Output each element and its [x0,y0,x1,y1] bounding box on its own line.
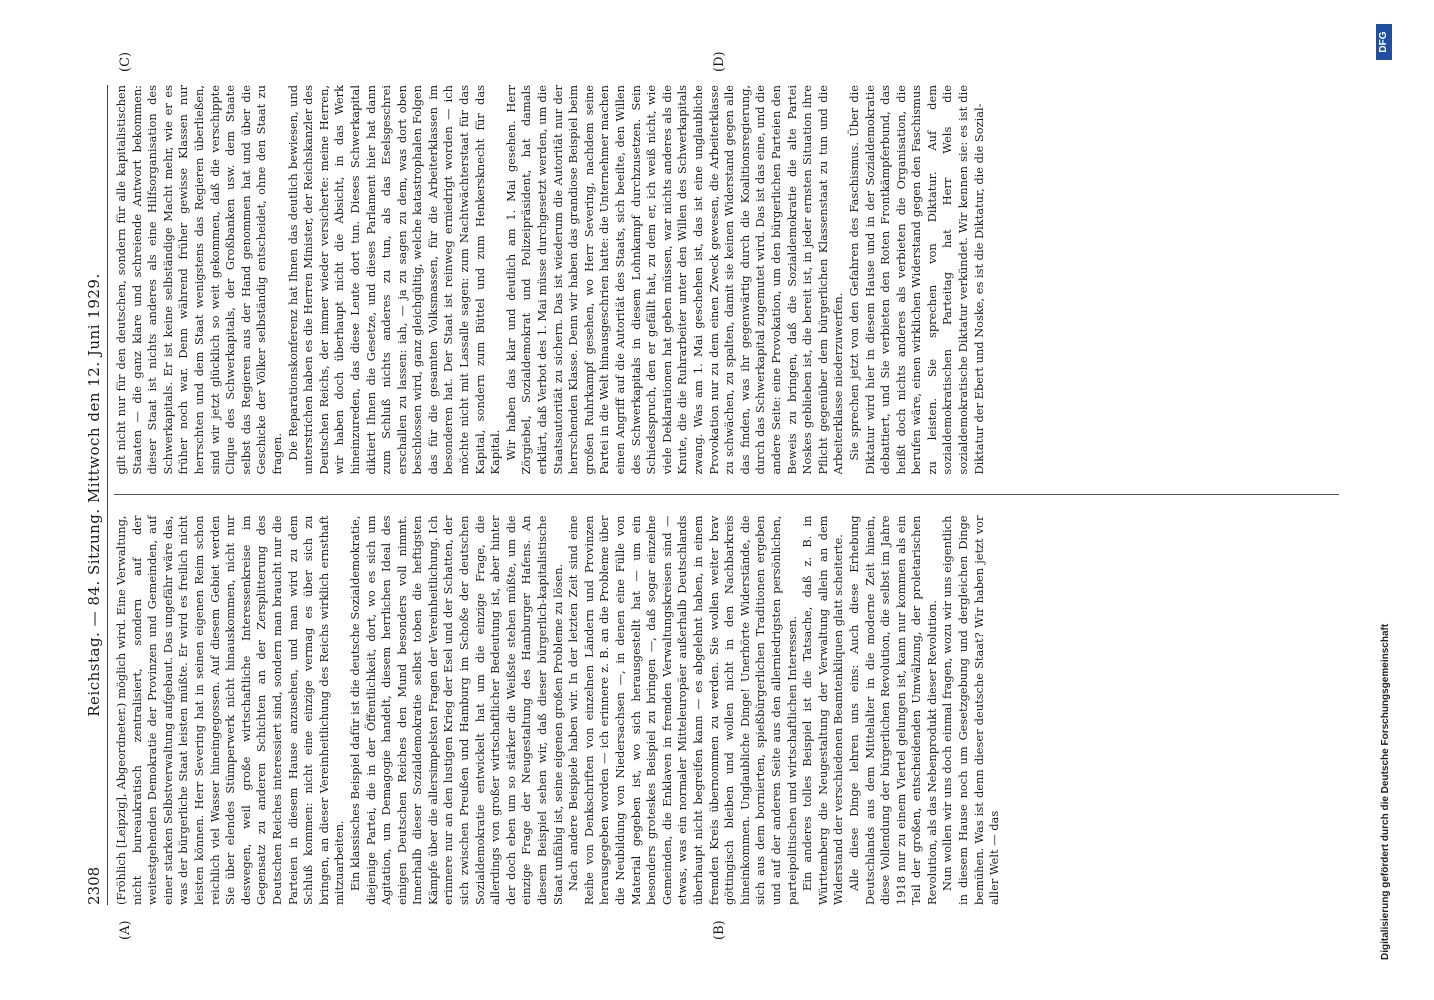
paragraph: Die Reparationskonferenz hat Ihnen das deutlich bewiesen, und unterstrichen haben es die Herren Minister, der Reichskanzler des Deutschen Reichs, der immer wieder versicherte: meine Herren, wir haben doch überhaupt nicht die Absicht, in das Werk hineinzureden, das diese Leute dort tun. Dieses Schwerkapital diktiert Ihnen die Gesetze, und dieses Parlament hier hat dann zum Schluß nichts anderes zu tun, als das Eselsgeschrei erschallen zu lassen: iah, — ja zu sagen zu dem, was dort oben beschlossen wird, ganz gleichgültig, welche katastrophalen Folgen das für die gesamten Volksmassen, für die Arbeiterklassen im besonderen hat. Der Staat ist reinweg erniedrigt worden — ich möchte nicht mit Lassalle sagen: zum Nachtwächterstaat für das Kapital, sondern zum Büttel und zum Henkersknecht für das Kapital. [285,85,503,475]
paragraph: Wir haben das klar und deutlich am 1. Mai gesehen. Herr Zörgiebel, Sozialdemokrat und Polizeipräsident, hat damals erklärt, daß Verbot des 1. Mai müsse durchgesetzt werden, um die Staatsautorität zu sichern. Das ist wiederum die Autorität nur der herrschenden Klasse. Denn wir haben das grandiose Beispiel beim großen Ruhrkampf gesehen, wo Herr Severing, nachdem seine Partei in die Welt hinausgeschrien hatte: die Unternehmer machen einen Angriff auf die Autorität des Staats, sich beeilte, den Willen des Schwerkapitals in diesem Lohnkampf durchzusetzen. Sein Schiedsspruch, den er gefällt hat, zu dem er, ich weiß nicht, wie viele Deklarationen hat geben müssen, war nichts anderes als die Knute, die die Ruhrarbeiter unter den Willen des Schwerkapitals zwang. Was am 1. Mai geschehen ist, das ist eine unglaubliche Provokation nur zu dem einen Zweck gewesen, die Arbeiterklasse zu schwächen, zu spalten, damit sie keinen Widerstand gegen alle das finden, was ihr gegenwärtig durch die Koalitionsregierung, durch das Schwerkapital zugemutet wird. Das ist das eine, und die andere Seite: eine Provokation, um den bürgerlichen Parteien den Beweis zu bringen, daß die Sozialdemokratie die alte Partei Noskes geblieben ist, die bereit ist, in jeder ernsten Situation ihre Pflicht gegenüber dem bürgerlichen Klassenstaat zu tun und die Arbeiterklasse niederzuwerfen. [503,85,846,475]
paragraph: (Fröhlich [Leipzig], Abgeordneter.) möglich wird. Eine Verwaltung, nicht bureaukratisch zentralisiert, sondern auf der weitestgehenden Demokratie der Provinzen und Gemeinden, auf einer starken Selbstverwaltung aufgebaut. Das ungefähr wäre das, was der bürgerliche Staat leisten müßte. Er wird es freilich nicht leisten können. Herr Severing hat in seinen eigenen Reim schon reichlich viel Wasser hineingegossen. Auf diesem Gebiet werden Sie über elendes Stümperwerk nicht hinauskommen, nicht nur deswegen, weil große wirtschaftliche Interessenkreise im Gegensatz zu anderen Schichten an der Zersplitterung des Deutschen Reiches interessiert sind, sondern man braucht nur die Parteien in diesem Hause anzusehen, und man wird zu dem Schluß kommen: nicht eine einzige vermag es über sich zu bringen, an dieser Vereinheitlichung des Reichs wirklich ernsthaft mitzuarbeiten. [114,515,347,905]
margin-marker-a: (A) [118,920,133,940]
paragraph: Ein klassisches Beispiel dafür ist die deutsche Sozialdemokratie, diejenige Partei, die in der Öffentlichkeit, dort, wo es sich um Agitation, um Demagogie handelt, diesem herrlichen Ideal des einigen Deutschen Reiches den Mund besonders voll nimmt. Innerhalb dieser Sozialdemokratie selbst toben die heftigsten Kämpfe über die allersimpelsten Fragen der Vereinheitlichung. Ich erinnere nur an den lustigen Krieg der Esel und der Schatten, der sich zwischen Preußen und Hamburg im Schoße der deutschen Sozialdemokratie entwickelt hat um die einzige Frage, die allerdings von großer wirtschaftlicher Bedeutung ist, aber hinter der doch eben um so stärker die Weißste stehen müßte, um die einzige Frage der Neugestaltung des Hamburger Hafens. An diesem Beispiel sehen wir, daß dieser bürgerlich-kapitalistische Staat unfähig ist, seine eigenen großen Probleme zu lösen. [347,515,565,905]
margin-marker-d: (D) [712,51,727,72]
paragraph: gilt nicht nur für den deutschen, sondern für alle kapitalistischen Staaten — die ganz klare und schreiende Antwort bekommen: dieser Staat ist nichts anderes als eine Hilfsorganisation des Schwerkapitals. Er ist keine selbständige Macht mehr, wie er es früher noch war. Denn während früher gewisse Klassen nur herrschten und dem Staat wenigstens das Regieren überließen, sind wir jetzt glücklich so weit gekommen, daß die verschippte Clique des Schwerkapitals, der Großbanken usw. dem Staate selbst das Regieren aus der Hand genommen hat und über die Geschicke der Völker selbständig entscheidet, ohne den Staat zu fragen. [114,85,284,475]
dfg-logo: DFG [1376,24,1392,60]
paragraph: Nach andere Beispiele haben wir. In der letzten Zeit sind eine Reihe von Denkschriften von einzelnen Ländern und Provinzen herausgegeben worden — ich erinnere z. B. an die Probleme über die Neubildung von Niedersachsen —, in denen eine Fülle von Material gegeben ist, wo sich herausgestellt hat — um ein besonders groteskes Beispiel zu bringen —, daß sogar einzelne Gemeinden, die Enklaven in fremden Verwaltungskreisen sind — etwas, was ein normaler Mitteleuropäer außerhalb Deutschlands überhaupt nicht begreifen kann — es abgelehnt haben, in einem fremden Kreis übernommen zu werden. Sie wollen weiter brav göttingisch bleiben und wollen nicht in den Nachbarkreis hineinkommen. Unglaubliche Dinge! Unerhörte Widerstände, die sich aus dem bornierten, spießbürgerlichen Traditionen ergeben und auf der anderen Seite aus den allerniedrigsten persönlichen, parteipolitischen und wirtschaftlichen Interessen. [566,515,799,905]
paragraph: Sie sprechen jetzt von den Gefahren des Faschismus. Über die Diktatur wird hier in diesem Hause und in der Sozialdemokratie debattiert, und Sie verbieten den Roten Frontkämpferbund, das heißt doch nichts anderes als verbieten die Organisation, die berufen wäre, einen wirklichen Widerstand gegen den Faschismus zu leisten. Sie sprechen von Diktatur. Auf dem sozialdemokratischen Parteitag hat Herr Wels die sozialdemokratische Diktatur verkündet. Wir kennen sie: es ist die Diktatur der Ebert und Noske, es ist die Diktatur, die die Sozial- [846,85,986,475]
paragraph: Ein anderes tolles Beispiel ist die Tatsache, daß z. B. in Württemberg die Neugestaltung der Verwaltung allein an dem Widerstand der verschiedenen Beamtenkliquen glatt scheiterte. [800,515,846,905]
digitization-credit: Digitalisierung gefördert durch die Deutsche Forschungsgemeinschaft [1380,623,1391,960]
page-header [85,85,108,905]
text-columns [114,85,1339,905]
left-column [114,516,1339,906]
margin-marker-c: (C) [118,51,133,72]
page-number: 2308 [85,866,103,905]
right-column [114,85,1339,475]
digitization-sidebar [1370,31,1410,960]
running-title: Reichstag. — 84. Sitzung. Mittwoch den 12. Juni 1929. [85,273,103,717]
page-content [85,85,1339,905]
margin-marker-b: (B) [712,920,727,940]
paragraph: Alle diese Dinge lehren uns eins: Auch diese Erhebung Deutschlands aus dem Mittelalter in die moderne Zeit hinein, diese Vollendung der bürgerlichen Revolution, die selbst im Jahre 1918 nur zu einem Viertel gelungen ist, kann nur kommen als ein Teil der großen, entscheidenden Umwälzung, der proletarischen Revolution, als das Nebenprodukt dieser Revolution. [846,515,939,905]
paragraph: Nun wollen wir uns doch einmal fragen, wozu wir uns eigentlich in diesem Hause noch um Gesetzgebung und dergleichen Dinge bemühen. Was ist denn dieser deutsche Staat? Wir haben jetzt vor aller Welt — das [940,515,1002,905]
column-divider [114,495,1339,496]
